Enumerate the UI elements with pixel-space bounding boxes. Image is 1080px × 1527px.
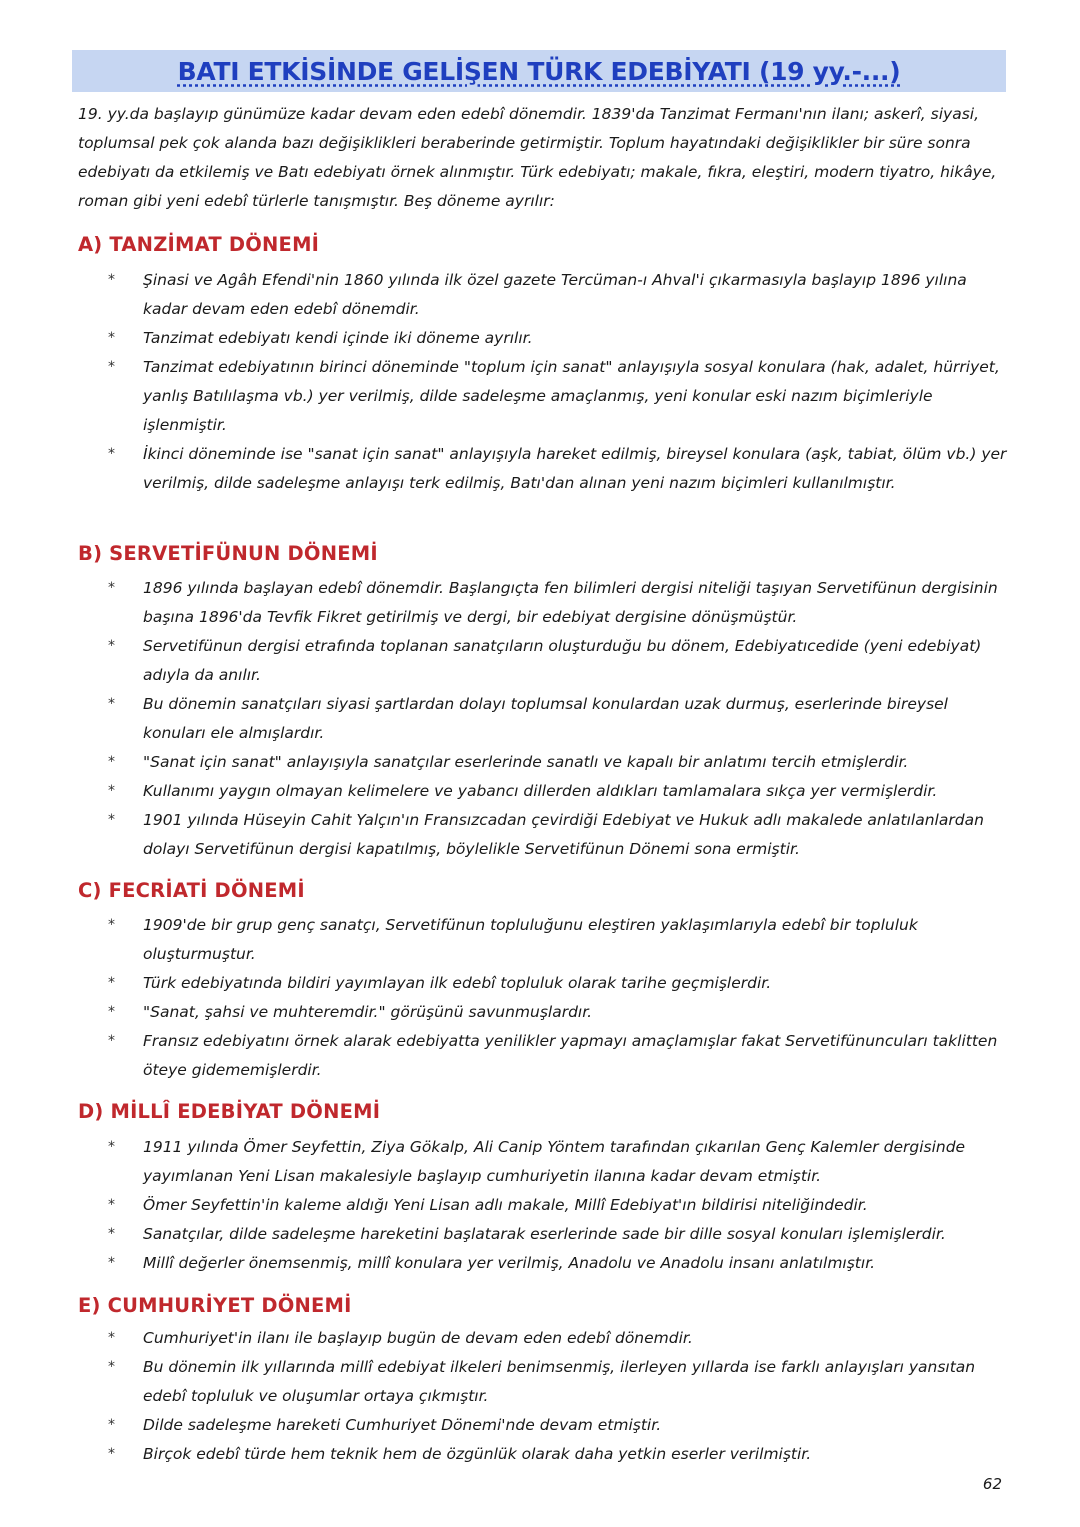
- bullet-icon: *: [108, 754, 115, 770]
- bullet-icon: *: [108, 1330, 115, 1346]
- bullet-icon: *: [108, 446, 115, 462]
- list-item: [108, 777, 1008, 806]
- list-item: [108, 1133, 1008, 1191]
- list-item-text: 1896 yılında başlayan edebî dönemdir. Başlangıçta fen bilimleri dergisi niteliği taşıyan Servetifünun dergisinin başına 1896'da Tevfik Fikret getirilmiş ve dergi, bir edebiyat dergisine dönüşmüştür.: [143, 579, 998, 626]
- list-item: [108, 1411, 1008, 1440]
- list-item: [108, 324, 1008, 353]
- section-list-tanzimat: [108, 266, 1008, 498]
- list-item: [108, 266, 1008, 324]
- list-item-text: İkinci döneminde ise "sanat için sanat" anlayışıyla hareket edilmiş, bireysel konulara (aşk, tabiat, ölüm vb.) yer verilmiş, dilde sadeleşme anlayışı terk edilmiş, Batı'dan alınan yeni nazım biçimleri kullanılmıştır.: [143, 445, 1007, 492]
- list-item-text: Kullanımı yaygın olmayan kelimelere ve yabancı dillerden aldıkları tamlamalara sıkça yer vermişlerdir.: [143, 782, 938, 800]
- list-item: [108, 1191, 1008, 1220]
- list-item: [108, 632, 1008, 690]
- list-item: [108, 1324, 1008, 1353]
- bullet-icon: *: [108, 1446, 115, 1462]
- section-list-servetifunun: [108, 574, 1008, 864]
- list-item-text: Tanzimat edebiyatı kendi içinde iki döneme ayrılır.: [143, 329, 533, 347]
- list-item: [108, 998, 1008, 1027]
- bullet-icon: *: [108, 975, 115, 991]
- section-heading-cumhuriyet: E) CUMHURİYET DÖNEMİ: [78, 1294, 352, 1317]
- section-heading-milli-edebiyat: D) MİLLÎ EDEBİYAT DÖNEMİ: [78, 1100, 381, 1123]
- list-item-text: "Sanat için sanat" anlayışıyla sanatçılar eserlerinde sanatlı ve kapalı bir anlatımı tercih etmişlerdir.: [143, 753, 909, 771]
- page-title: BATI ETKİSİNDE GELİŞEN TÜRK EDEBİYATI (19 yy.-...): [177, 56, 901, 86]
- list-item: [108, 748, 1008, 777]
- list-item-text: Ömer Seyfettin'in kaleme aldığı Yeni Lisan adlı makale, Millî Edebiyat'ın bildirisi niteliğindedir.: [143, 1196, 868, 1214]
- intro-paragraph: 19. yy.da başlayıp günümüze kadar devam eden edebî dönemdir. 1839'da Tanzimat Fermanı'nın ilanı; askerî, siyasi, toplumsal pek çok alanda bazı değişiklikleri beraberinde getirmiştir. Toplum hayatındaki değişiklikler bir süre sonra edebiyatı da etkilemiş ve Batı edebiyatı örnek alınmıştır. Türk edebiyatı; makale, fıkra, eleştiri, modern tiyatro, hikâye, roman gibi yeni edebî türlerle tanışmıştır. Beş döneme ayrılır:: [78, 105, 997, 210]
- list-item: [108, 1027, 1008, 1085]
- list-item: [108, 1220, 1008, 1249]
- list-item-text: Servetifünun dergisi etrafında toplanan sanatçıların oluşturduğu bu dönem, Edebiyatıcedide (yeni edebiyat) adıyla da anılır.: [143, 637, 982, 684]
- title-banner: [72, 50, 1006, 92]
- list-item-text: Bu dönemin sanatçıları siyasi şartlardan dolayı toplumsal konulardan uzak durmuş, eserlerinde bireysel konuları ele almışlardır.: [143, 695, 948, 742]
- section-heading-servetifunun: B) SERVETİFÜNUN DÖNEMİ: [78, 542, 378, 565]
- list-item: [108, 1249, 1008, 1278]
- list-item-text: Cumhuriyet'in ilanı ile başlayıp bugün de devam eden edebî dönemdir.: [143, 1329, 693, 1347]
- list-item: [108, 1353, 1008, 1411]
- list-item-text: 1901 yılında Hüseyin Cahit Yalçın'ın Fransızcadan çevirdiği Edebiyat ve Hukuk adlı makalede anlatılanlardan dolayı Servetifünun dergisi kapatılmış, böylelikle Servetifünun Dönemi sona ermiştir.: [143, 811, 984, 858]
- bullet-icon: *: [108, 1417, 115, 1433]
- list-item-text: "Sanat, şahsi ve muhteremdir." görüşünü savunmuşlardır.: [143, 1003, 593, 1021]
- section-heading-tanzimat: A) TANZİMAT DÖNEMİ: [78, 233, 320, 256]
- list-item: [108, 574, 1008, 632]
- bullet-icon: *: [108, 812, 115, 828]
- bullet-icon: *: [108, 1197, 115, 1213]
- list-item: [108, 353, 1008, 440]
- section-heading-fecriati: C) FECRİATİ DÖNEMİ: [78, 879, 305, 902]
- list-item-text: 1911 yılında Ömer Seyfettin, Ziya Gökalp, Ali Canip Yöntem tarafından çıkarılan Genç Kalemler dergisinde yayımlanan Yeni Lisan makalesiyle başlayıp cumhuriyetin ilanına kadar devam etmiştir.: [143, 1138, 966, 1185]
- bullet-icon: *: [108, 272, 115, 288]
- list-item-text: Sanatçılar, dilde sadeleşme hareketini başlatarak eserlerinde sade bir dille sosyal konuları işlemişlerdir.: [143, 1225, 946, 1243]
- bullet-icon: *: [108, 1359, 115, 1375]
- bullet-icon: *: [108, 1004, 115, 1020]
- list-item-text: Türk edebiyatında bildiri yayımlayan ilk edebî topluluk olarak tarihe geçmişlerdir.: [143, 974, 772, 992]
- list-item: [108, 806, 1008, 864]
- section-list-fecriati: [108, 911, 1008, 1085]
- list-item-text: Birçok edebî türde hem teknik hem de özgünlük olarak daha yetkin eserler verilmiştir.: [143, 1445, 812, 1463]
- list-item-text: Tanzimat edebiyatının birinci döneminde "toplum için sanat" anlayışıyla sosyal konulara (hak, adalet, hürriyet, yanlış Batılılaşma vb.) yer verilmiş, dilde sadeleşme amaçlanmış, yeni konular eski nazım biçimleriyle işlenmiştir.: [143, 358, 1000, 434]
- list-item-text: Şinasi ve Agâh Efendi'nin 1860 yılında ilk özel gazete Tercüman-ı Ahval'i çıkarmasıyla başlayıp 1896 yılına kadar devam eden edebî dönemdir.: [143, 271, 967, 318]
- bullet-icon: *: [108, 580, 115, 596]
- list-item-text: Bu dönemin ilk yıllarında millî edebiyat ilkeleri benimsenmiş, ilerleyen yıllarda ise farklı anlayışları yansıtan edebî topluluk ve oluşumlar ortaya çıkmıştır.: [143, 1358, 976, 1405]
- list-item: [108, 690, 1008, 748]
- list-item-text: Millî değerler önemsenmiş, millî konulara yer verilmiş, Anadolu ve Anadolu insanı anlatılmıştır.: [143, 1254, 876, 1272]
- section-list-cumhuriyet: [108, 1324, 1008, 1469]
- bullet-icon: *: [108, 330, 115, 346]
- bullet-icon: *: [108, 638, 115, 654]
- list-item: [108, 969, 1008, 998]
- bullet-icon: *: [108, 1255, 115, 1271]
- list-item-text: 1909'de bir grup genç sanatçı, Servetifünun topluluğunu eleştiren yaklaşımlarıyla edebî bir topluluk oluşturmuştur.: [143, 916, 918, 963]
- section-list-milli-edebiyat: [108, 1133, 1008, 1278]
- bullet-icon: *: [108, 696, 115, 712]
- bullet-icon: *: [108, 1226, 115, 1242]
- list-item: [108, 440, 1008, 498]
- list-item: [108, 1440, 1008, 1469]
- bullet-icon: *: [108, 1033, 115, 1049]
- list-item-text: Fransız edebiyatını örnek alarak edebiyatta yenilikler yapmayı amaçlamışlar fakat Servetifünuncuları taklitten öteye gidememişlerdir.: [143, 1032, 998, 1079]
- bullet-icon: *: [108, 917, 115, 933]
- bullet-icon: *: [108, 359, 115, 375]
- bullet-icon: *: [108, 783, 115, 799]
- list-item: [108, 911, 1008, 969]
- bullet-icon: *: [108, 1139, 115, 1155]
- list-item-text: Dilde sadeleşme hareketi Cumhuriyet Dönemi'nde devam etmiştir.: [143, 1416, 662, 1434]
- page-number: 62: [982, 1475, 1002, 1493]
